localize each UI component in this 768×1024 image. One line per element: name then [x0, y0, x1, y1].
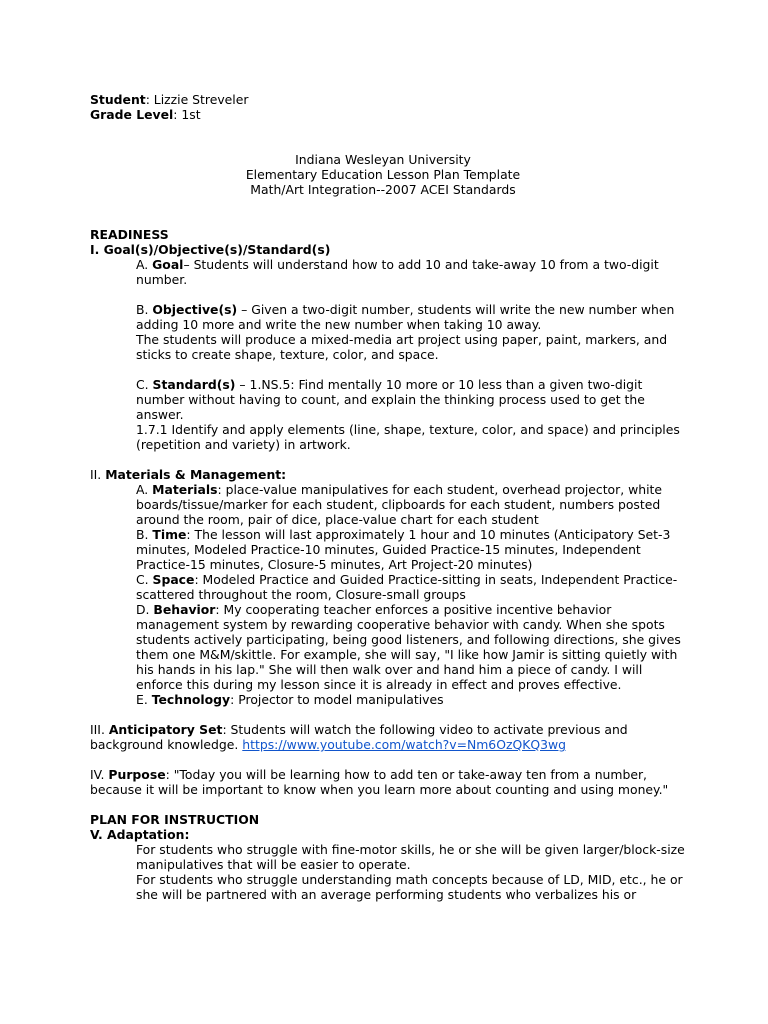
goal-prefix: A.: [136, 257, 153, 272]
space-item: [136, 572, 688, 602]
spacer: [90, 197, 688, 227]
anticipatory-text: : Students will watch the following video to activate previous and background knowledge.: [90, 722, 628, 752]
item-label: Behavior: [153, 602, 216, 617]
goal-text: – Students will understand how to add 10 and take-away 10 from a two-digit number.: [136, 257, 659, 287]
item-label: Space: [152, 572, 195, 587]
standard-prefix: C.: [136, 377, 153, 392]
adaptation-heading: [90, 827, 688, 842]
adaptation-title: V. Adaptation:: [90, 827, 190, 842]
standard-art-paragraph: 1.7.1 Identify and apply elements (line, shape, texture, color, and space) and principles (repetition and variety) in artwork.: [136, 422, 680, 452]
technology-item: [136, 692, 688, 707]
item-label: Technology: [151, 692, 231, 707]
adaptation-ld-paragraph: For students who struggle understanding math concepts because of LD, MID, etc., he or she will be partnered with an average performing students who verbalizes his or: [136, 872, 683, 902]
item-prefix: E.: [136, 692, 152, 707]
objective-text: – Given a two-digit number, students will write the new number when adding 10 more and write the new number when taking 10 away.: [136, 302, 675, 332]
adaptation-motor-paragraph: For students who struggle with fine-motor skills, he or she will be given larger/block-size manipulatives that will be easier to operate.: [136, 842, 685, 872]
item-prefix: B.: [136, 527, 153, 542]
purpose-label: Purpose: [108, 767, 166, 782]
purpose-text: : "Today you will be learning how to add ten or take-away ten from a number, because it will be important to know when you learn more about counting and using money.": [90, 767, 669, 797]
student-line: [90, 92, 688, 107]
goal-block: [90, 257, 688, 452]
grade-line: [90, 107, 688, 122]
item-text: : Projector to model manipulatives: [230, 692, 444, 707]
goal-label: Goal: [152, 257, 184, 272]
item-text: : The lesson will last approximately 1 hour and 10 minutes (Anticipatory Set-3 minutes, Modeled Practice-10 minutes, Guided Practice-15 minutes, Independent Practice-15 minutes, Closure-5 minutes, Art Project-20 minutes): [136, 527, 671, 572]
readiness-heading: [90, 227, 688, 242]
standard-paragraph: [136, 377, 688, 422]
materials-prefix: II.: [90, 467, 106, 482]
objective-label: Objective(s): [152, 302, 238, 317]
student-label: Student: [90, 92, 146, 107]
item-label: Materials: [152, 482, 218, 497]
grade-label: Grade Level: [90, 107, 174, 122]
item-prefix: C.: [136, 572, 153, 587]
anticipatory-paragraph: [90, 722, 688, 752]
behavior-item: [136, 602, 688, 692]
purpose-prefix: IV.: [90, 767, 109, 782]
plan-title: PLAN FOR INSTRUCTION: [90, 812, 260, 827]
spacer: [90, 752, 688, 767]
item-prefix: A.: [136, 482, 153, 497]
materials-list: [90, 482, 688, 707]
item-label: Time: [152, 527, 187, 542]
header-university: Indiana Wesleyan University: [295, 152, 471, 167]
grade-value: : 1st: [173, 107, 201, 122]
spacer: [136, 362, 688, 377]
materials-title: Materials & Management:: [105, 467, 287, 482]
spacer: [136, 287, 688, 302]
objective-prefix: B.: [136, 302, 153, 317]
item-prefix: D.: [136, 602, 154, 617]
header-template: Elementary Education Lesson Plan Template: [245, 167, 521, 182]
anticipatory-label: Anticipatory Set: [108, 722, 223, 737]
materials-heading: [90, 467, 688, 482]
materials-item: [136, 482, 688, 527]
spacer: [90, 707, 688, 722]
item-text: : place-value manipulatives for each student, overhead projector, white boards/tissue/marker for each student, clipboards for each student, numbers posted around the room, pair of dice, place-value chart for each student: [136, 482, 663, 527]
section1-heading: [90, 242, 688, 257]
goal-paragraph: [136, 257, 688, 287]
spacer: [90, 122, 688, 152]
video-link[interactable]: https://www.youtube.com/watch?v=Nm6OzQKQ3wg: [242, 737, 566, 752]
purpose-paragraph: [90, 767, 688, 797]
spacer: [90, 452, 688, 467]
standard-text: – 1.NS.5: Find mentally 10 more or 10 less than a given two-digit number without having to count, and explain the thinking process used to get the answer.: [136, 377, 645, 422]
time-item: [136, 527, 688, 572]
item-text: : My cooperating teacher enforces a positive incentive behavior management system by rewarding cooperative behavior with candy. When she spots students actively participating, being good listeners, and following directions, she gives them one M&M/skittle. For example, she will say, "I like how Jamir is sitting quietly with his hands in his lap." She will then walk over and hand him a piece of candy. I will enforce this during my lesson since it is already in effect and proves effective.: [136, 602, 681, 692]
spacer: [90, 797, 688, 812]
readiness-title: READINESS: [90, 227, 169, 242]
plan-heading: [90, 812, 688, 827]
header-standards: Math/Art Integration--2007 ACEI Standards: [250, 182, 516, 197]
objective-art-paragraph: The students will produce a mixed-media art project using paper, paint, markers, and sticks to create shape, texture, color, and space.: [136, 332, 668, 362]
adaptation-block: [90, 842, 688, 902]
standard-label: Standard(s): [152, 377, 236, 392]
anticipatory-prefix: III.: [90, 722, 109, 737]
item-text: : Modeled Practice and Guided Practice-sitting in seats, Independent Practice-scattered throughout the room, Closure-small groups: [136, 572, 678, 602]
student-value: : Lizzie Streveler: [145, 92, 249, 107]
section1-title: I. Goal(s)/Objective(s)/Standard(s): [90, 242, 331, 257]
objective-paragraph: [136, 302, 688, 332]
